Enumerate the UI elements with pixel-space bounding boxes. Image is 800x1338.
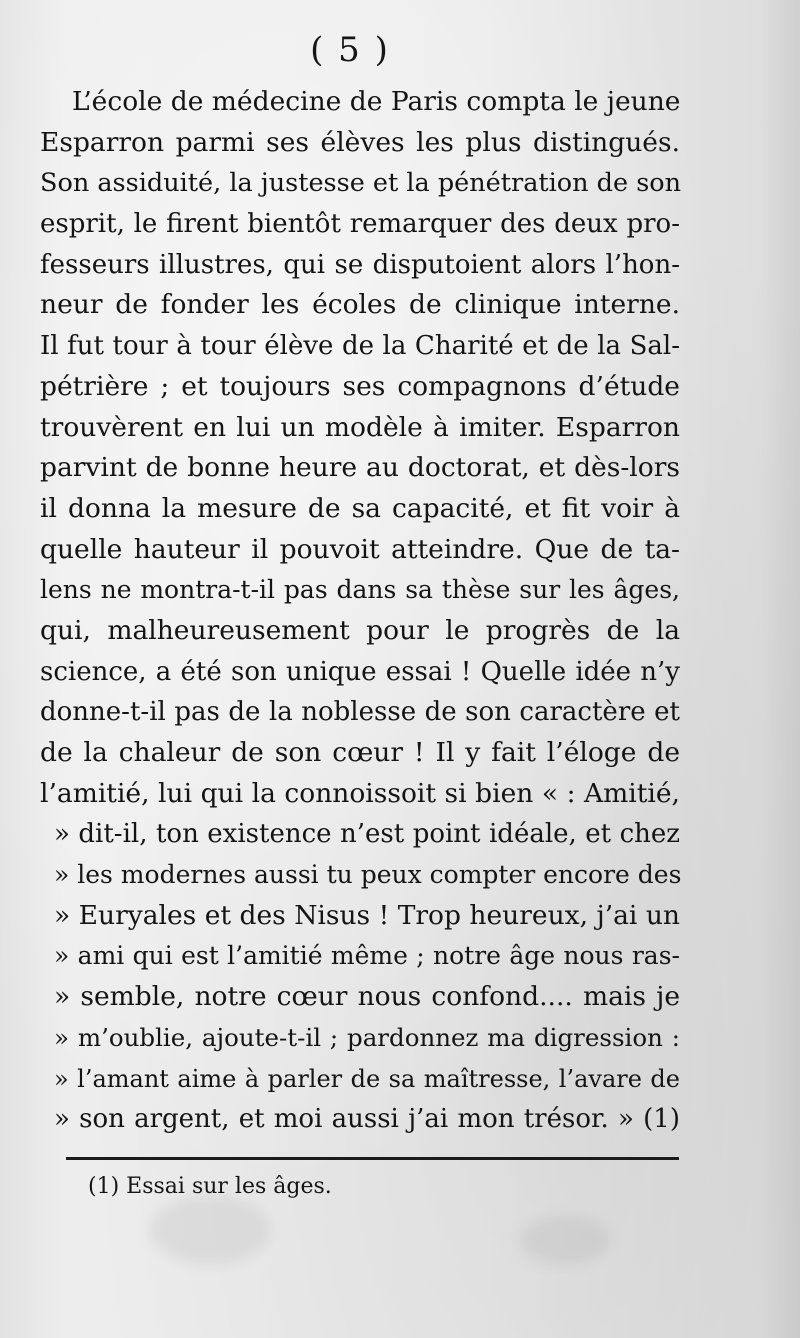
- text-line: de la chaleur de son cœur ! Il y fait l’éloge de: [40, 737, 680, 768]
- page-smudge: [520, 1215, 610, 1265]
- text-line: qui, malheureusement pour le progrès de la: [40, 614, 680, 646]
- text-line: parvint de bonne heure au doctorat, et dès-lors: [40, 452, 680, 484]
- text-line: L’école de médecine de Paris compta le jeune: [72, 86, 681, 117]
- quote-line: » m’oublie, ajoute-t-il ; pardonnez ma digression :: [54, 1022, 680, 1052]
- quote-line: » Euryales et des Nisus ! Trop heureux, j’ai un: [54, 899, 680, 931]
- footnote-divider: [66, 1157, 679, 1160]
- text-line: esprit, le firent bientôt remarquer des deux pro-: [40, 209, 680, 240]
- quote-line: » semble, notre cœur nous confond.... mais je: [54, 981, 680, 1013]
- quote-line: » l’amant aime à parler de sa maîtresse, l’avare de: [54, 1064, 680, 1093]
- footnote: (1) Essai sur les âges.: [88, 1174, 332, 1199]
- text-line: fesseurs illustres, qui se disputoient alors l’hon-: [40, 249, 680, 280]
- text-line: l’amitié, lui qui la connoissoit si bien « : Amitié,: [40, 777, 680, 809]
- text-line: Son assiduité, la justesse et la pénétration de son: [40, 168, 682, 199]
- body-text: [40, 82, 680, 1140]
- page-smudge: [150, 1195, 270, 1265]
- text-line: neur de fonder les écoles de clinique interne.: [40, 289, 680, 321]
- text-line: Il fut tour à tour élève de la Charité et de la Sal-: [40, 331, 680, 362]
- quote-line: » dit-il, ton existence n’est point idéale, et chez: [54, 819, 680, 850]
- text-line: quelle hauteur il pouvoit atteindre. Que de ta-: [40, 533, 680, 565]
- text-line: Esparron parmi ses élèves les plus distingués.: [40, 126, 680, 158]
- quote-line: » ami qui est l’amitié même ; notre âge nous ras-: [54, 941, 680, 971]
- text-line: trouvèrent en lui un modèle à imiter. Esparron: [40, 411, 680, 443]
- text-line: il donna la mesure de sa capacité, et fit voir à: [40, 492, 680, 524]
- quote-line: » les modernes aussi tu peux compter encore des: [54, 860, 682, 890]
- text-line: pétrière ; et toujours ses compagnons d’étude: [40, 370, 680, 402]
- text-line: lens ne montra-t-il pas dans sa thèse sur les âges,: [40, 575, 680, 605]
- page-number: ( 5 ): [310, 30, 390, 70]
- quote-line: » son argent, et moi aussi j’ai mon trésor. » (1): [54, 1104, 680, 1135]
- text-line: donne-t-il pas de la noblesse de son caractère et: [40, 697, 680, 728]
- text-line: science, a été son unique essai ! Quelle idée n’y: [40, 656, 680, 687]
